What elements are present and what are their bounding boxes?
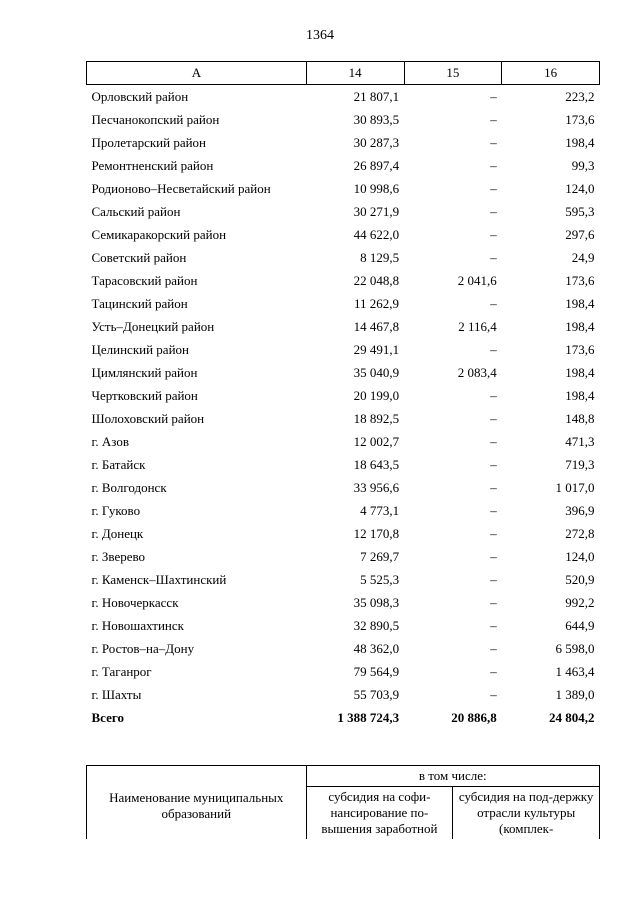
- cell-name: г. Таганрог: [91, 663, 152, 679]
- page-number: 1364: [306, 28, 334, 43]
- cell-col-14: 30 287,3: [353, 134, 400, 150]
- cell-col-14: 18 892,5: [353, 410, 400, 426]
- cell-col-16: 124,0: [565, 548, 595, 564]
- cell-col-16: 644,9: [565, 617, 595, 633]
- cell-col-14: 12 002,7: [353, 433, 400, 449]
- cell-col-15: –: [490, 594, 497, 610]
- cell-col-16: 198,4: [565, 295, 595, 311]
- cell-name: Усть–Донецкий район: [91, 318, 215, 334]
- cell-name: Шолоховский район: [91, 410, 205, 426]
- cell-col-16: 99,3: [571, 157, 595, 173]
- table-row: [87, 568, 600, 591]
- cell-col-14: 30 271,9: [353, 203, 400, 219]
- cell-col-16: 1 463,4: [555, 663, 595, 679]
- table-row: [87, 591, 600, 614]
- table-row: [87, 85, 600, 109]
- table-row: [87, 154, 600, 177]
- cell-name: г. Новочеркасск: [91, 594, 179, 610]
- header-col-15: 15: [404, 62, 502, 85]
- cell-name: г. Зверево: [91, 548, 146, 564]
- cell-col-16: 198,4: [565, 387, 595, 403]
- cell-col-15: –: [490, 571, 497, 587]
- cell-col-16: 173,6: [565, 272, 595, 288]
- cell-name: Тацинский район: [91, 295, 188, 311]
- cell-col-14: 20 199,0: [353, 387, 400, 403]
- cell-col-15: –: [490, 640, 497, 656]
- cell-name: г. Волгодонск: [91, 479, 167, 495]
- cell-col-15: –: [490, 180, 497, 196]
- cell-name: Родионово–Несветайский район: [91, 180, 271, 196]
- cell-name: г. Шахты: [91, 686, 142, 702]
- cell-col-14: 14 467,8: [353, 318, 400, 334]
- cell-name: Всего: [91, 709, 124, 725]
- cell-col-15: –: [490, 249, 497, 265]
- cell-name: Тарасовский район: [91, 272, 198, 288]
- cell-col-14: 35 098,3: [353, 594, 400, 610]
- cell-col-16: 297,6: [565, 226, 595, 242]
- table-row: [87, 683, 600, 706]
- data-table: [86, 61, 600, 729]
- table-row: [87, 177, 600, 200]
- table-row: [87, 637, 600, 660]
- cell-name: Песчанокопский район: [91, 111, 220, 127]
- table-row: [87, 384, 600, 407]
- table-row: [87, 453, 600, 476]
- cell-col-16: 124,0: [565, 180, 595, 196]
- cell-col-15: –: [490, 525, 497, 541]
- cell-col-15: 2 116,4: [458, 318, 497, 334]
- cell-col-15: –: [490, 387, 497, 403]
- cell-col-16: 272,8: [565, 525, 595, 541]
- cell-name: Сальский район: [91, 203, 181, 219]
- cell-col-16: 148,8: [565, 410, 595, 426]
- cell-col-15: –: [490, 295, 497, 311]
- cell-col-15: –: [490, 88, 497, 104]
- table-row: [87, 614, 600, 637]
- table-row: [87, 200, 600, 223]
- header-col-14: 14: [306, 62, 404, 85]
- table-row: [87, 660, 600, 683]
- cell-col-15: –: [490, 479, 497, 495]
- cell-name: Пролетарский район: [91, 134, 207, 150]
- cell-name: г. Новошахтинск: [91, 617, 184, 633]
- cell-col-15: –: [490, 203, 497, 219]
- cell-col-15: –: [490, 548, 497, 564]
- including-header: в том числе:: [306, 766, 599, 787]
- cell-col-15: 20 886,8: [451, 709, 497, 725]
- total-row: [87, 706, 600, 729]
- cell-col-14: 1 388 724,3: [337, 709, 400, 725]
- cell-col-14: 10 998,6: [353, 180, 400, 196]
- cell-col-15: –: [490, 341, 497, 357]
- table-row: [87, 522, 600, 545]
- cell-col-14: 26 897,4: [353, 157, 400, 173]
- cell-col-14: 30 893,5: [353, 111, 400, 127]
- cell-col-15: –: [490, 157, 497, 173]
- cell-col-14: 18 643,5: [353, 456, 400, 472]
- table-row: [87, 545, 600, 568]
- table-row: [87, 476, 600, 499]
- cell-col-14: 8 129,5: [360, 249, 400, 265]
- table-row: [87, 407, 600, 430]
- cell-name: г. Ростов–на–Дону: [91, 640, 195, 656]
- header-col-16: 16: [502, 62, 600, 85]
- cell-col-14: 79 564,9: [353, 663, 400, 679]
- cell-col-16: 719,3: [565, 456, 595, 472]
- cell-col-16: 24 804,2: [549, 709, 595, 725]
- cell-name: г. Азов: [91, 433, 129, 449]
- cell-col-14: 48 362,0: [353, 640, 400, 656]
- cell-col-16: 1 017,0: [555, 479, 595, 495]
- table-row: [87, 269, 600, 292]
- cell-col-14: 4 773,1: [360, 502, 400, 518]
- cell-col-15: –: [490, 226, 497, 242]
- cell-name: Ремонтненский район: [91, 157, 214, 173]
- table-row: [87, 315, 600, 338]
- cell-col-16: 24,9: [571, 249, 595, 265]
- cell-name: Целинский район: [91, 341, 189, 357]
- cell-name: Семикаракорский район: [91, 226, 227, 242]
- cell-col-14: 11 262,9: [354, 295, 400, 311]
- cell-name: Цимлянский район: [91, 364, 198, 380]
- table-row: [87, 292, 600, 315]
- cell-col-14: 5 525,3: [360, 571, 400, 587]
- cell-col-14: 29 491,1: [353, 341, 400, 357]
- cell-col-14: 32 890,5: [353, 617, 400, 633]
- cell-name: г. Гуково: [91, 502, 141, 518]
- cell-name: Орловский район: [91, 88, 189, 104]
- cell-col-16: 471,3: [565, 433, 595, 449]
- next-table-header: [86, 765, 600, 839]
- cell-col-16: 6 598,0: [555, 640, 595, 656]
- cell-col-15: –: [490, 134, 497, 150]
- table-row: [87, 108, 600, 131]
- table-row: [87, 223, 600, 246]
- cell-col-16: 992,2: [565, 594, 595, 610]
- cell-col-14: 12 170,8: [353, 525, 400, 541]
- cell-col-15: –: [490, 617, 497, 633]
- cell-col-16: 595,3: [565, 203, 595, 219]
- cell-col-15: –: [490, 111, 497, 127]
- cell-col-16: 173,6: [565, 341, 595, 357]
- cell-col-15: –: [490, 433, 497, 449]
- cell-col-15: 2 083,4: [457, 364, 497, 380]
- table-row: [87, 246, 600, 269]
- cell-col-14: 33 956,6: [353, 479, 400, 495]
- cell-col-16: 520,9: [565, 571, 595, 587]
- cell-col-16: 223,2: [565, 88, 595, 104]
- subsidy-culture-header: субсидия на под-держку отрасли культуры (комплек-: [453, 787, 600, 840]
- cell-col-15: –: [490, 410, 497, 426]
- table-row: [87, 499, 600, 522]
- cell-col-14: 22 048,8: [353, 272, 400, 288]
- cell-name: г. Батайск: [91, 456, 146, 472]
- cell-col-16: 396,9: [565, 502, 595, 518]
- table-row: [87, 361, 600, 384]
- table-row: [87, 131, 600, 154]
- cell-name: Советский район: [91, 249, 187, 265]
- cell-col-16: 198,4: [565, 134, 595, 150]
- cell-col-16: 173,6: [565, 111, 595, 127]
- cell-col-15: –: [490, 663, 497, 679]
- cell-name: г. Донецк: [91, 525, 144, 541]
- cell-col-15: –: [490, 502, 497, 518]
- cell-col-14: 7 269,7: [360, 548, 400, 564]
- cell-col-14: 35 040,9: [353, 364, 400, 380]
- table-row: [87, 430, 600, 453]
- cell-col-15: 2 041,6: [457, 272, 497, 288]
- cell-col-15: –: [490, 686, 497, 702]
- header-col-a: А: [87, 62, 307, 85]
- cell-col-14: 44 622,0: [353, 226, 400, 242]
- cell-col-14: 21 807,1: [353, 88, 400, 104]
- cell-col-14: 55 703,9: [353, 686, 400, 702]
- table-header-row: [87, 62, 600, 85]
- cell-col-16: 198,4: [565, 318, 595, 334]
- cell-col-16: 198,4: [565, 364, 595, 380]
- municipality-name-header: Наименование муниципальных образований: [87, 766, 307, 840]
- table-row: [87, 338, 600, 361]
- cell-name: г. Каменск–Шахтинский: [91, 571, 227, 587]
- table-body: [87, 85, 600, 730]
- cell-col-15: –: [490, 456, 497, 472]
- cell-name: Чертковский район: [91, 387, 198, 403]
- cell-col-16: 1 389,0: [555, 686, 595, 702]
- subsidy-salary-header: субсидия на софи-нансирование по-вышения заработной: [306, 787, 453, 840]
